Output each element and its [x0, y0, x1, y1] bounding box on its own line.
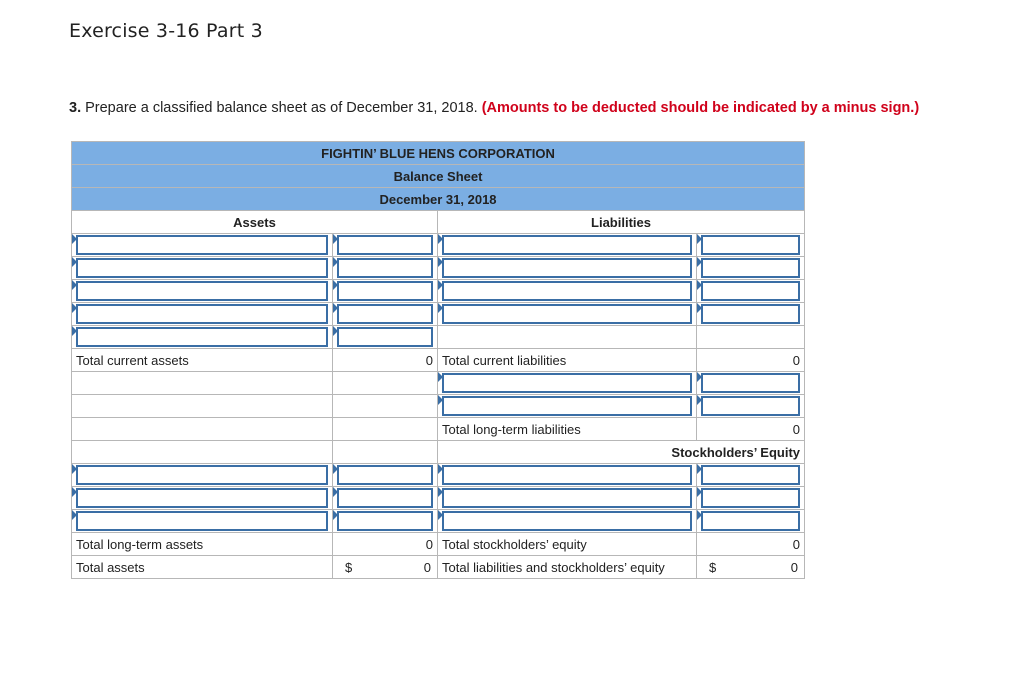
empty-cell — [333, 372, 438, 395]
input-row — [72, 280, 805, 303]
total-current-assets-value: 0 — [333, 349, 438, 372]
equity-amount-input[interactable] — [697, 510, 805, 533]
liability-amount-input[interactable] — [697, 372, 805, 395]
asset-amount-input[interactable] — [333, 257, 438, 280]
statement-date: December 31, 2018 — [72, 188, 805, 211]
liability-amount-input[interactable] — [697, 234, 805, 257]
liability-account-input[interactable] — [438, 303, 697, 326]
dropdown-arrow-icon — [697, 303, 702, 313]
stockholders-equity-header: Stockholders’ Equity — [438, 441, 805, 464]
empty-cell — [438, 326, 697, 349]
equity-account-input[interactable] — [438, 510, 697, 533]
dropdown-arrow-icon — [697, 234, 702, 244]
dropdown-arrow-icon — [438, 303, 443, 313]
dropdown-arrow-icon — [697, 395, 702, 405]
grand-totals-row — [72, 556, 805, 579]
asset-amount-input[interactable] — [333, 326, 438, 349]
input-row — [72, 326, 805, 349]
input-row — [72, 510, 805, 533]
instruction — [69, 100, 919, 116]
totals-current-row — [72, 349, 805, 372]
stockholders-equity-header-row — [72, 441, 805, 464]
asset-amount-input[interactable] — [333, 487, 438, 510]
input-row — [72, 372, 805, 395]
dropdown-arrow-icon — [438, 234, 443, 244]
equity-amount-input[interactable] — [697, 464, 805, 487]
input-row — [72, 303, 805, 326]
dropdown-arrow-icon — [333, 464, 338, 474]
dropdown-arrow-icon — [438, 487, 443, 497]
dropdown-arrow-icon — [438, 464, 443, 474]
dropdown-arrow-icon — [72, 234, 77, 244]
total-stockholders-equity-value: 0 — [697, 533, 805, 556]
total-assets-value: 0 — [423, 560, 431, 575]
input-row — [72, 487, 805, 510]
empty-cell — [72, 441, 333, 464]
total-current-assets-label: Total current assets — [72, 349, 333, 372]
liability-account-input[interactable] — [438, 257, 697, 280]
total-long-term-liabilities-value: 0 — [697, 418, 805, 441]
asset-account-input[interactable] — [72, 257, 333, 280]
dropdown-arrow-icon — [333, 257, 338, 267]
instruction-text: Prepare a classified balance sheet as of December 31, 2018. — [81, 100, 482, 116]
total-liab-equity-value: 0 — [790, 560, 799, 575]
equity-account-input[interactable] — [438, 464, 697, 487]
asset-account-input[interactable] — [72, 326, 333, 349]
asset-amount-input[interactable] — [333, 510, 438, 533]
total-stockholders-equity-label: Total stockholders’ equity — [438, 533, 697, 556]
empty-cell — [72, 372, 333, 395]
input-row — [72, 234, 805, 257]
dropdown-arrow-icon — [72, 257, 77, 267]
dropdown-arrow-icon — [72, 326, 77, 336]
asset-account-input[interactable] — [72, 234, 333, 257]
liability-amount-input[interactable] — [697, 257, 805, 280]
asset-account-input[interactable] — [72, 487, 333, 510]
empty-cell — [333, 441, 438, 464]
dropdown-arrow-icon — [72, 464, 77, 474]
dollar-sign: $ — [345, 560, 353, 575]
dropdown-arrow-icon — [697, 510, 702, 520]
asset-account-input[interactable] — [72, 510, 333, 533]
dropdown-arrow-icon — [72, 303, 77, 313]
asset-amount-input[interactable] — [333, 234, 438, 257]
dropdown-arrow-icon — [438, 510, 443, 520]
totals-long-term-row — [72, 533, 805, 556]
total-liab-equity-label: Total liabilities and stockholders’ equity — [438, 556, 697, 579]
dropdown-arrow-icon — [72, 487, 77, 497]
dropdown-arrow-icon — [333, 303, 338, 313]
liability-amount-input[interactable] — [697, 303, 805, 326]
dropdown-arrow-icon — [697, 464, 702, 474]
empty-cell — [333, 418, 438, 441]
dropdown-arrow-icon — [333, 326, 338, 336]
dropdown-arrow-icon — [438, 395, 443, 405]
liability-account-input[interactable] — [438, 395, 697, 418]
empty-cell — [333, 395, 438, 418]
dropdown-arrow-icon — [697, 280, 702, 290]
asset-amount-input[interactable] — [333, 280, 438, 303]
dropdown-arrow-icon — [333, 234, 338, 244]
total-current-liabilities-value: 0 — [697, 349, 805, 372]
total-current-liabilities-label: Total current liabilities — [438, 349, 697, 372]
asset-amount-input[interactable] — [333, 303, 438, 326]
dropdown-arrow-icon — [438, 372, 443, 382]
company-name: FIGHTIN’ BLUE HENS CORPORATION — [72, 142, 805, 165]
statement-name: Balance Sheet — [72, 165, 805, 188]
empty-cell — [72, 395, 333, 418]
total-long-term-assets-value: 0 — [333, 533, 438, 556]
liabilities-header: Liabilities — [438, 211, 805, 234]
dropdown-arrow-icon — [72, 510, 77, 520]
dropdown-arrow-icon — [72, 280, 77, 290]
dropdown-arrow-icon — [333, 280, 338, 290]
dropdown-arrow-icon — [697, 372, 702, 382]
dropdown-arrow-icon — [438, 280, 443, 290]
instruction-number: 3. — [69, 100, 82, 116]
equity-account-input[interactable] — [438, 487, 697, 510]
liability-account-input[interactable] — [438, 372, 697, 395]
liability-account-input[interactable] — [438, 280, 697, 303]
asset-account-input[interactable] — [72, 303, 333, 326]
asset-amount-input[interactable] — [333, 464, 438, 487]
total-assets-cell — [333, 556, 438, 579]
equity-amount-input[interactable] — [697, 487, 805, 510]
total-long-term-liabilities-label: Total long-term liabilities — [438, 418, 697, 441]
total-long-term-assets-label: Total long-term assets — [72, 533, 333, 556]
liability-amount-input[interactable] — [697, 395, 805, 418]
liability-account-input[interactable] — [438, 234, 697, 257]
total-assets-label: Total assets — [72, 556, 333, 579]
input-row — [72, 464, 805, 487]
dropdown-arrow-icon — [333, 487, 338, 497]
input-row — [72, 395, 805, 418]
liability-amount-input[interactable] — [697, 280, 805, 303]
empty-cell — [72, 418, 333, 441]
dollar-sign: $ — [709, 560, 717, 575]
dropdown-arrow-icon — [333, 510, 338, 520]
empty-cell — [697, 326, 805, 349]
dropdown-arrow-icon — [697, 487, 702, 497]
totals-long-term-liabilities-row — [72, 418, 805, 441]
asset-account-input[interactable] — [72, 280, 333, 303]
exercise-title: Exercise 3-16 Part 3 — [69, 20, 263, 42]
dropdown-arrow-icon — [438, 257, 443, 267]
asset-account-input[interactable] — [72, 464, 333, 487]
balance-sheet-table — [71, 141, 805, 579]
total-liab-equity-cell — [697, 556, 805, 579]
dropdown-arrow-icon — [697, 257, 702, 267]
instruction-note: (Amounts to be deducted should be indicated by a minus sign.) — [481, 100, 920, 116]
assets-header: Assets — [72, 211, 438, 234]
input-row — [72, 257, 805, 280]
